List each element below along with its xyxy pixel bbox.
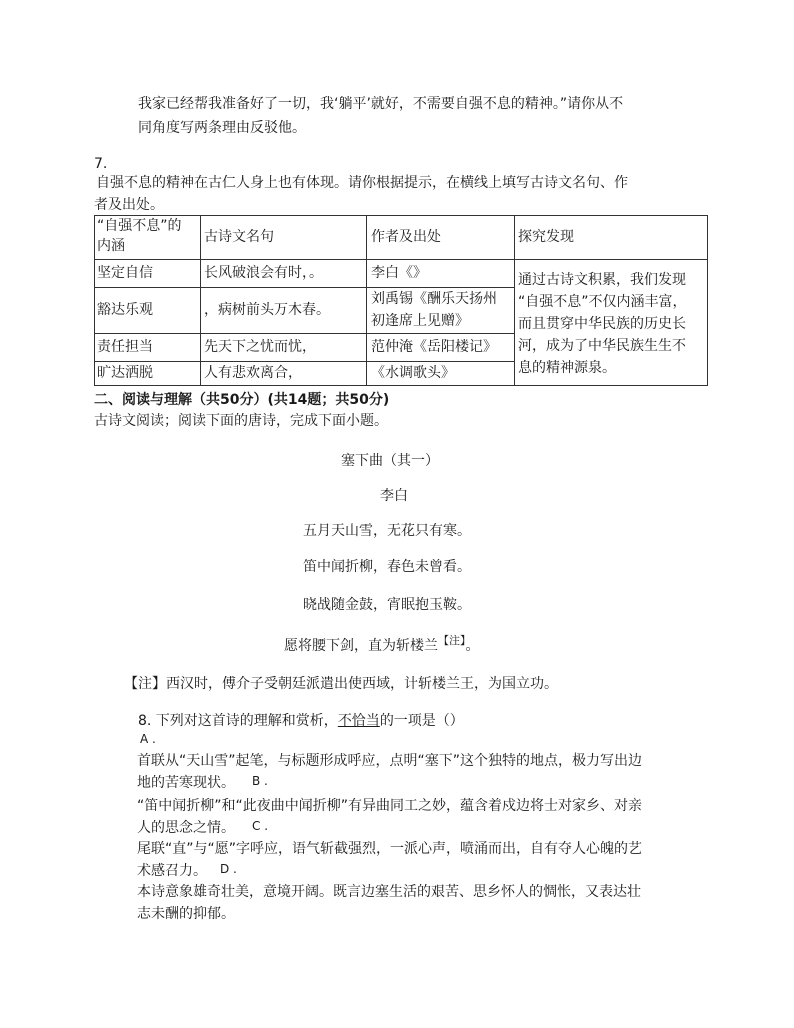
poem-line-3: 晓战随金鼓，宵眠抱玉鞍。 bbox=[303, 597, 471, 613]
table-row-2-line: ，病树前头万木春。 bbox=[204, 302, 330, 318]
question-7-number: 7. bbox=[94, 156, 108, 172]
option-a-text-line-2: 地的苦寒现状。 bbox=[137, 775, 235, 791]
question-7-prompt-line-1: 自强不息的精神在古仁人身上也有体现。请你根据提示，在横线上填写古诗文名句、作 bbox=[96, 175, 628, 191]
table-row-1-line: 长风破浪会有时，。 bbox=[204, 265, 323, 281]
section-2-instruction: 古诗文阅读；阅读下面的唐诗，完成下面小题。 bbox=[94, 413, 388, 429]
question-8-stem-prefix: 8. 下列对这首诗的理解和赏析， bbox=[138, 713, 338, 729]
table-row-2-meaning: 豁达乐观 bbox=[97, 302, 153, 318]
poem-note-mark: 【注】 bbox=[438, 634, 466, 647]
table-header-finding: 探究发现 bbox=[518, 229, 574, 245]
section-2-title: 二、阅读与理解（共50分）(共14题；共50分) bbox=[94, 392, 390, 408]
option-d-label[interactable]: D . bbox=[220, 862, 237, 876]
option-c-text-line-2: 术感召力。 bbox=[137, 863, 207, 879]
table-finding-line-1: 通过古诗文积累，我们发现 bbox=[518, 272, 686, 288]
table-finding-line-4: 河，成为了中华民族生生不 bbox=[518, 338, 686, 354]
table-row-3-meaning: 责任担当 bbox=[97, 339, 153, 355]
intro-line-2: 同角度写两条理由反驳他。 bbox=[138, 120, 306, 136]
question-7-table bbox=[94, 215, 708, 386]
poem-line-4-text: 愿将腰下剑，直为斩楼兰 bbox=[284, 638, 438, 654]
table-row-3-line: 先天下之忧而忧， bbox=[204, 339, 316, 355]
poem-line-4-punct: 。 bbox=[465, 638, 480, 654]
poem-line-1: 五月天山雪，无花只有寒。 bbox=[303, 523, 471, 539]
table-row-2-author-line-1: 刘禹锡《酬乐天扬州 bbox=[371, 291, 497, 307]
question-8-stem-underline: 不恰当 bbox=[337, 713, 380, 729]
table-header-meaning-line-1: “自强不息”的 bbox=[97, 218, 182, 234]
option-b-label[interactable]: B . bbox=[252, 774, 268, 788]
table-header-meaning-line-2: 内涵 bbox=[97, 238, 125, 254]
question-8-stem-suffix: 的一项是（） bbox=[379, 713, 464, 729]
poem-title: 塞下曲（其一） bbox=[341, 453, 439, 469]
table-finding-line-5: 息的精神源泉。 bbox=[518, 360, 616, 376]
table-row-4-meaning: 旷达洒脱 bbox=[97, 365, 153, 381]
question-8-stem bbox=[138, 710, 464, 730]
poem-line-2: 笛中闻折柳，春色未曾看。 bbox=[303, 559, 471, 575]
table-row-4-line: 人有悲欢离合， bbox=[204, 365, 302, 381]
question-7-prompt-line-2: 者及出处。 bbox=[94, 197, 164, 213]
table-row-3-author: 范仲淹《岳阳楼记》 bbox=[371, 339, 497, 355]
option-b-text-line-1: “笛中闻折柳”和“此夜曲中闻折柳”有异曲同工之妙，蕴含着戍边将士对家乡、对亲 bbox=[137, 798, 643, 814]
poem-note: 【注】西汉时，傅介子受朝廷派遣出使西域，计斩楼兰王，为国立功。 bbox=[124, 676, 558, 692]
table-row-2-author-line-2: 初逢席上见赠》 bbox=[371, 313, 469, 329]
table-header-author: 作者及出处 bbox=[371, 229, 441, 245]
option-a-text-line-1: 首联从“天山雪”起笔，与标题形成呼应，点明“塞下”这个独特的地点，极力写出边 bbox=[137, 753, 643, 769]
option-c-label[interactable]: C . bbox=[252, 819, 269, 833]
poem-author: 李白 bbox=[380, 488, 408, 504]
table-header-line: 古诗文名句 bbox=[204, 229, 274, 245]
table-row-4-author: 《水调歌头》 bbox=[371, 365, 455, 381]
option-c-text-line-1: 尾联“直”与“愿”字呼应，语气斩截强烈，一派心声，喷涌而出，自有夺人心魄的艺 bbox=[137, 841, 643, 857]
table-finding-line-2: “自强不息”不仅内涵丰富， bbox=[518, 294, 687, 310]
table-row-1-author: 李白《》 bbox=[371, 265, 427, 281]
option-d-text-line-1: 本诗意象雄奇壮美，意境开阔。既言边塞生活的艰苦、思乡怀人的惆怅，又表达壮 bbox=[137, 884, 641, 900]
intro-line-1: 我家已经帮我准备好了一切，我‘躺平’就好，不需要自强不息的精神。”请你从不 bbox=[138, 96, 624, 112]
table-row-1-meaning: 坚定自信 bbox=[97, 265, 153, 281]
option-a-label[interactable]: A . bbox=[140, 732, 156, 746]
table-finding-line-3: 而且贯穿中华民族的历史长 bbox=[518, 316, 686, 332]
option-d-text-line-2: 志未酬的抑郁。 bbox=[137, 906, 235, 922]
option-b-text-line-2: 人的思念之情。 bbox=[137, 820, 235, 836]
poem-line-4 bbox=[284, 632, 480, 655]
